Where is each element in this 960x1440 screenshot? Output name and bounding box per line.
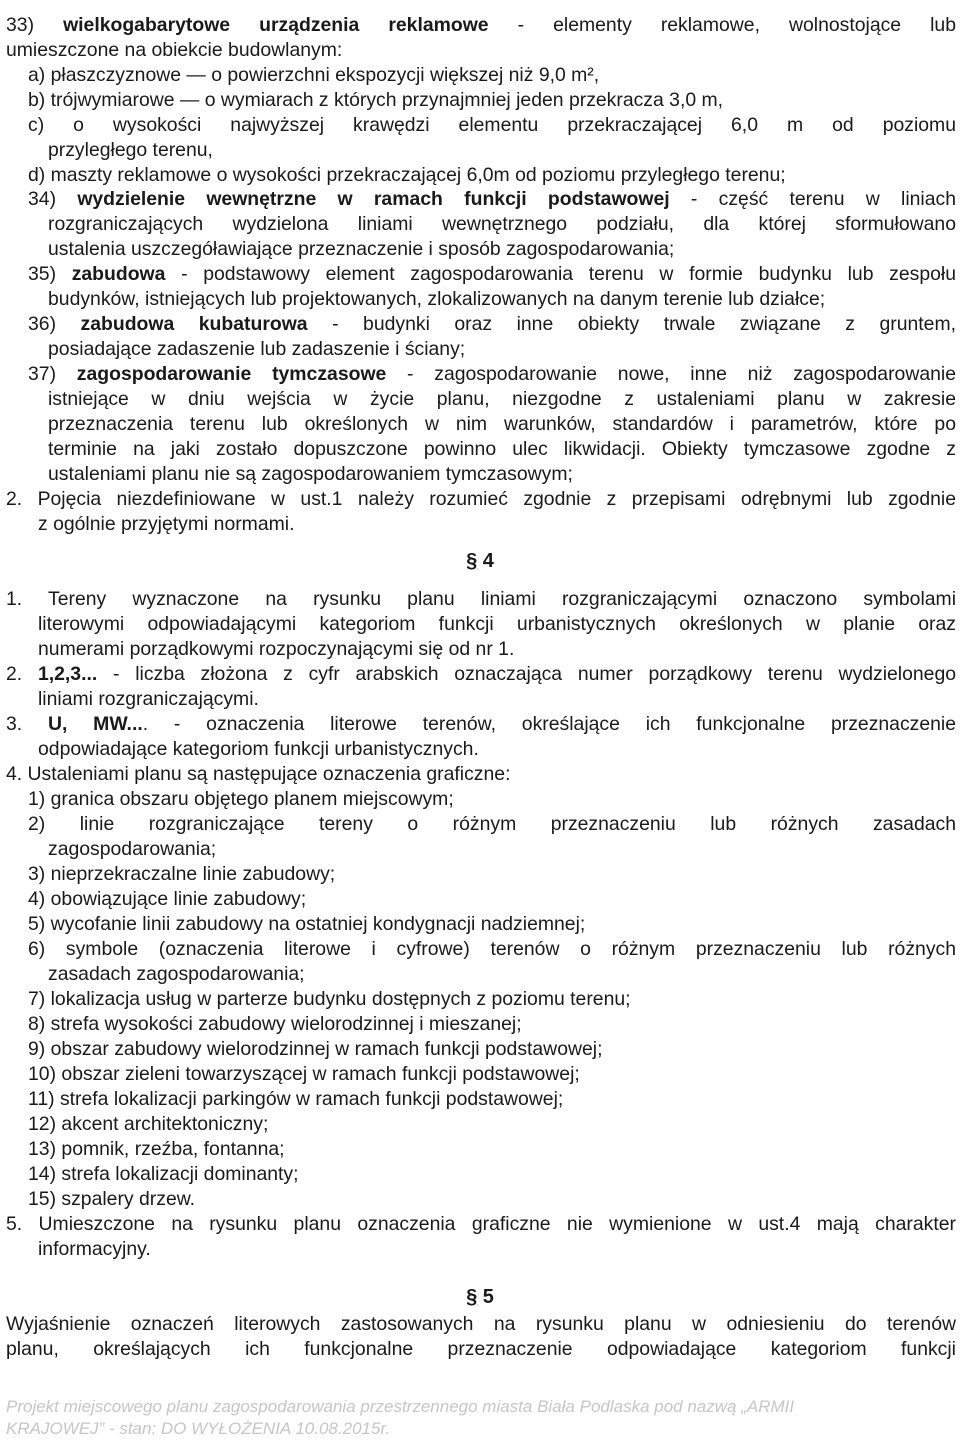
text-line: ustalenia uszczegóławiające przeznaczenie i sposób zagospodarowania; bbox=[48, 238, 675, 260]
defined-term: zabudowa bbox=[71, 263, 166, 285]
text-line: literowymi odpowiadającymi kategoriom funkcji urbanistycznych określonych w planie oraz bbox=[38, 613, 956, 635]
text-fragment: 34) bbox=[28, 188, 78, 210]
footer-line-2: KRAJOWEJ” - stan: DO WYŁOŻENIA 10.08.2015r. bbox=[6, 1419, 391, 1438]
text-line: 8) strefa wysokości zabudowy wielorodzinnej i mieszanej; bbox=[28, 1013, 522, 1035]
text-line bbox=[6, 662, 956, 687]
text-line: numerami porządkowymi rozpoczynającymi się od nr 1. bbox=[38, 638, 515, 660]
defined-term: zabudowa kubaturowa bbox=[80, 313, 308, 335]
text-line: 1) granica obszaru objętego planem miejscowym; bbox=[28, 788, 454, 810]
text-fragment: 36) bbox=[28, 313, 81, 335]
text-line bbox=[28, 312, 956, 337]
text-fragment: - liczba złożona z cyfr arabskich oznaczająca numer porządkowy terenu wydzielonego bbox=[97, 663, 957, 685]
text-line: 5) wycofanie linii zabudowy na ostatniej kondygnacji nadziemnej; bbox=[28, 913, 586, 935]
text-line: umieszczone na obiekcie budowlanym: bbox=[6, 39, 343, 61]
text-line: c) o wysokości najwyższej krawędzi elementu przekraczającej 6,0 m od poziomu bbox=[28, 114, 956, 136]
text-line: 3) nieprzekraczalne linie zabudowy; bbox=[28, 863, 336, 885]
text-line bbox=[6, 712, 956, 737]
text-line: 5. Umieszczone na rysunku planu oznaczenia graficzne nie wymienione w ust.4 mają charakter bbox=[6, 1213, 956, 1235]
paragraph-header-5 bbox=[0, 1285, 960, 1310]
text-line: informacyjny. bbox=[38, 1238, 151, 1260]
defined-term: wielkogabarytowe urządzenia reklamowe bbox=[63, 14, 489, 36]
text-line: planu, określających ich funkcjonalne przeznaczenie odpowiadające kategoriom funkcji bbox=[6, 1338, 956, 1360]
text-line: terminie na jaki zostało dopuszczone powinno ulec likwidacji. Obiekty tymczasowe zgodne z bbox=[48, 438, 956, 460]
section-sign: § bbox=[466, 1286, 478, 1308]
text-line: przeznaczenia terenu lub określonych w nim warunków, standardów i parametrów, które po bbox=[48, 413, 956, 435]
text-line: 1. Tereny wyznaczone na rysunku planu liniami rozgraniczającymi oznaczono symbolami bbox=[6, 588, 956, 610]
text-fragment: 33) bbox=[6, 14, 64, 36]
text-line: 9) obszar zabudowy wielorodzinnej w ramach funkcji podstawowej; bbox=[28, 1038, 603, 1060]
text-line: b) trójwymiarowe — o wymiarach z których przynajmniej jeden przekracza 3,0 m, bbox=[28, 89, 724, 111]
text-line: 6) symbole (oznaczenia literowe i cyfrowe) terenów o różnym przeznaczeniu lub różnych bbox=[28, 938, 956, 960]
text-line: istniejące w dniu wejścia w życie planu, niezgodne z ustaleniami planu w zakresie bbox=[48, 388, 956, 410]
footer-line-1: Projekt miejscowego planu zagospodarowania przestrzennego miasta Biała Podlaska pod nazwą „ARMII bbox=[6, 1397, 795, 1416]
text-fragment: 35) bbox=[28, 263, 72, 285]
text-line: zagospodarowania; bbox=[48, 838, 217, 860]
text-line: ustaleniami planu nie są zagospodarowaniem tymczasowym; bbox=[48, 463, 573, 485]
text-fragment: 2. bbox=[6, 663, 38, 685]
text-line: przyległego terenu, bbox=[48, 139, 213, 161]
text-line: 4. Ustaleniami planu są następujące oznaczenia graficzne: bbox=[6, 763, 511, 785]
defined-term: wydzielenie wewnętrzne w ramach funkcji podstawowej bbox=[77, 188, 670, 210]
text-fragment: - zagospodarowanie nowe, inne niż zagospodarowanie bbox=[386, 363, 956, 385]
text-line: rozgraniczających wydzielona liniami wewnętrznego podziału, dla której sformułowano bbox=[48, 213, 956, 235]
text-line: 12) akcent architektoniczny; bbox=[28, 1113, 269, 1135]
text-line bbox=[28, 362, 956, 387]
text-line: z ogólnie przyjętymi normami. bbox=[38, 513, 295, 535]
text-fragment: . - oznaczenia literowe terenów, określające ich funkcjonalne przeznaczenie bbox=[142, 713, 957, 735]
text-line: budynków, istniejących lub projektowanych, zlokalizowanych na danym terenie lub działce; bbox=[48, 288, 826, 310]
defined-term: zagospodarowanie tymczasowe bbox=[76, 363, 387, 385]
defined-term: U, MW... bbox=[47, 713, 143, 735]
text-fragment: - elementy reklamowe, wolnostojące lub bbox=[488, 14, 956, 36]
text-fragment: - część terenu w liniach bbox=[669, 188, 957, 210]
text-line: 14) strefa lokalizacji dominanty; bbox=[28, 1163, 299, 1185]
section-number: 4 bbox=[482, 550, 494, 572]
text-line bbox=[28, 262, 956, 287]
text-line bbox=[6, 13, 956, 38]
paragraph-header-4 bbox=[0, 549, 960, 574]
text-fragment: 3. bbox=[6, 713, 48, 735]
text-line: 10) obszar zieleni towarzyszącej w ramach funkcji podstawowej; bbox=[28, 1063, 580, 1085]
text-line: 13) pomnik, rzeźba, fontanna; bbox=[28, 1138, 285, 1160]
section-sign: § bbox=[466, 550, 478, 572]
section-number: 5 bbox=[482, 1286, 494, 1308]
defined-term: 1,2,3... bbox=[37, 663, 98, 685]
text-fragment: - budynki oraz inne obiekty trwale związane z gruntem, bbox=[307, 313, 956, 335]
text-line: liniami rozgraniczającymi. bbox=[38, 688, 259, 710]
text-line bbox=[28, 187, 956, 212]
text-line: posiadające zadaszenie lub zadaszenie i ściany; bbox=[48, 338, 466, 360]
text-line: Wyjaśnienie oznaczeń literowych zastosowanych na rysunku planu w odniesieniu do terenów bbox=[6, 1313, 956, 1335]
text-line: 4) obowiązujące linie zabudowy; bbox=[28, 888, 307, 910]
text-line: 2. Pojęcia niezdefiniowane w ust.1 należy rozumieć zgodnie z przepisami odrębnymi lub zgodnie bbox=[6, 488, 956, 510]
text-line: odpowiadające kategoriom funkcji urbanistycznych. bbox=[38, 738, 479, 760]
text-line: zasadach zagospodarowania; bbox=[48, 963, 305, 985]
text-line: a) płaszczyznowe — o powierzchni ekspozycji większej niż 9,0 m², bbox=[28, 64, 600, 86]
text-line: 2) linie rozgraniczające tereny o różnym przeznaczeniu lub różnych zasadach bbox=[28, 813, 956, 835]
text-line: 15) szpalery drzew. bbox=[28, 1188, 196, 1210]
text-fragment: 37) bbox=[28, 363, 77, 385]
text-fragment: - podstawowy element zagospodarowania terenu w formie budynku lub zespołu bbox=[165, 263, 956, 285]
text-line: 7) lokalizacja usług w parterze budynku dostępnych z poziomu terenu; bbox=[28, 988, 631, 1010]
text-line: d) maszty reklamowe o wysokości przekraczającej 6,0m od poziomu przyległego terenu; bbox=[28, 164, 786, 186]
text-line: 11) strefa lokalizacji parkingów w ramach funkcji podstawowej; bbox=[28, 1088, 564, 1110]
